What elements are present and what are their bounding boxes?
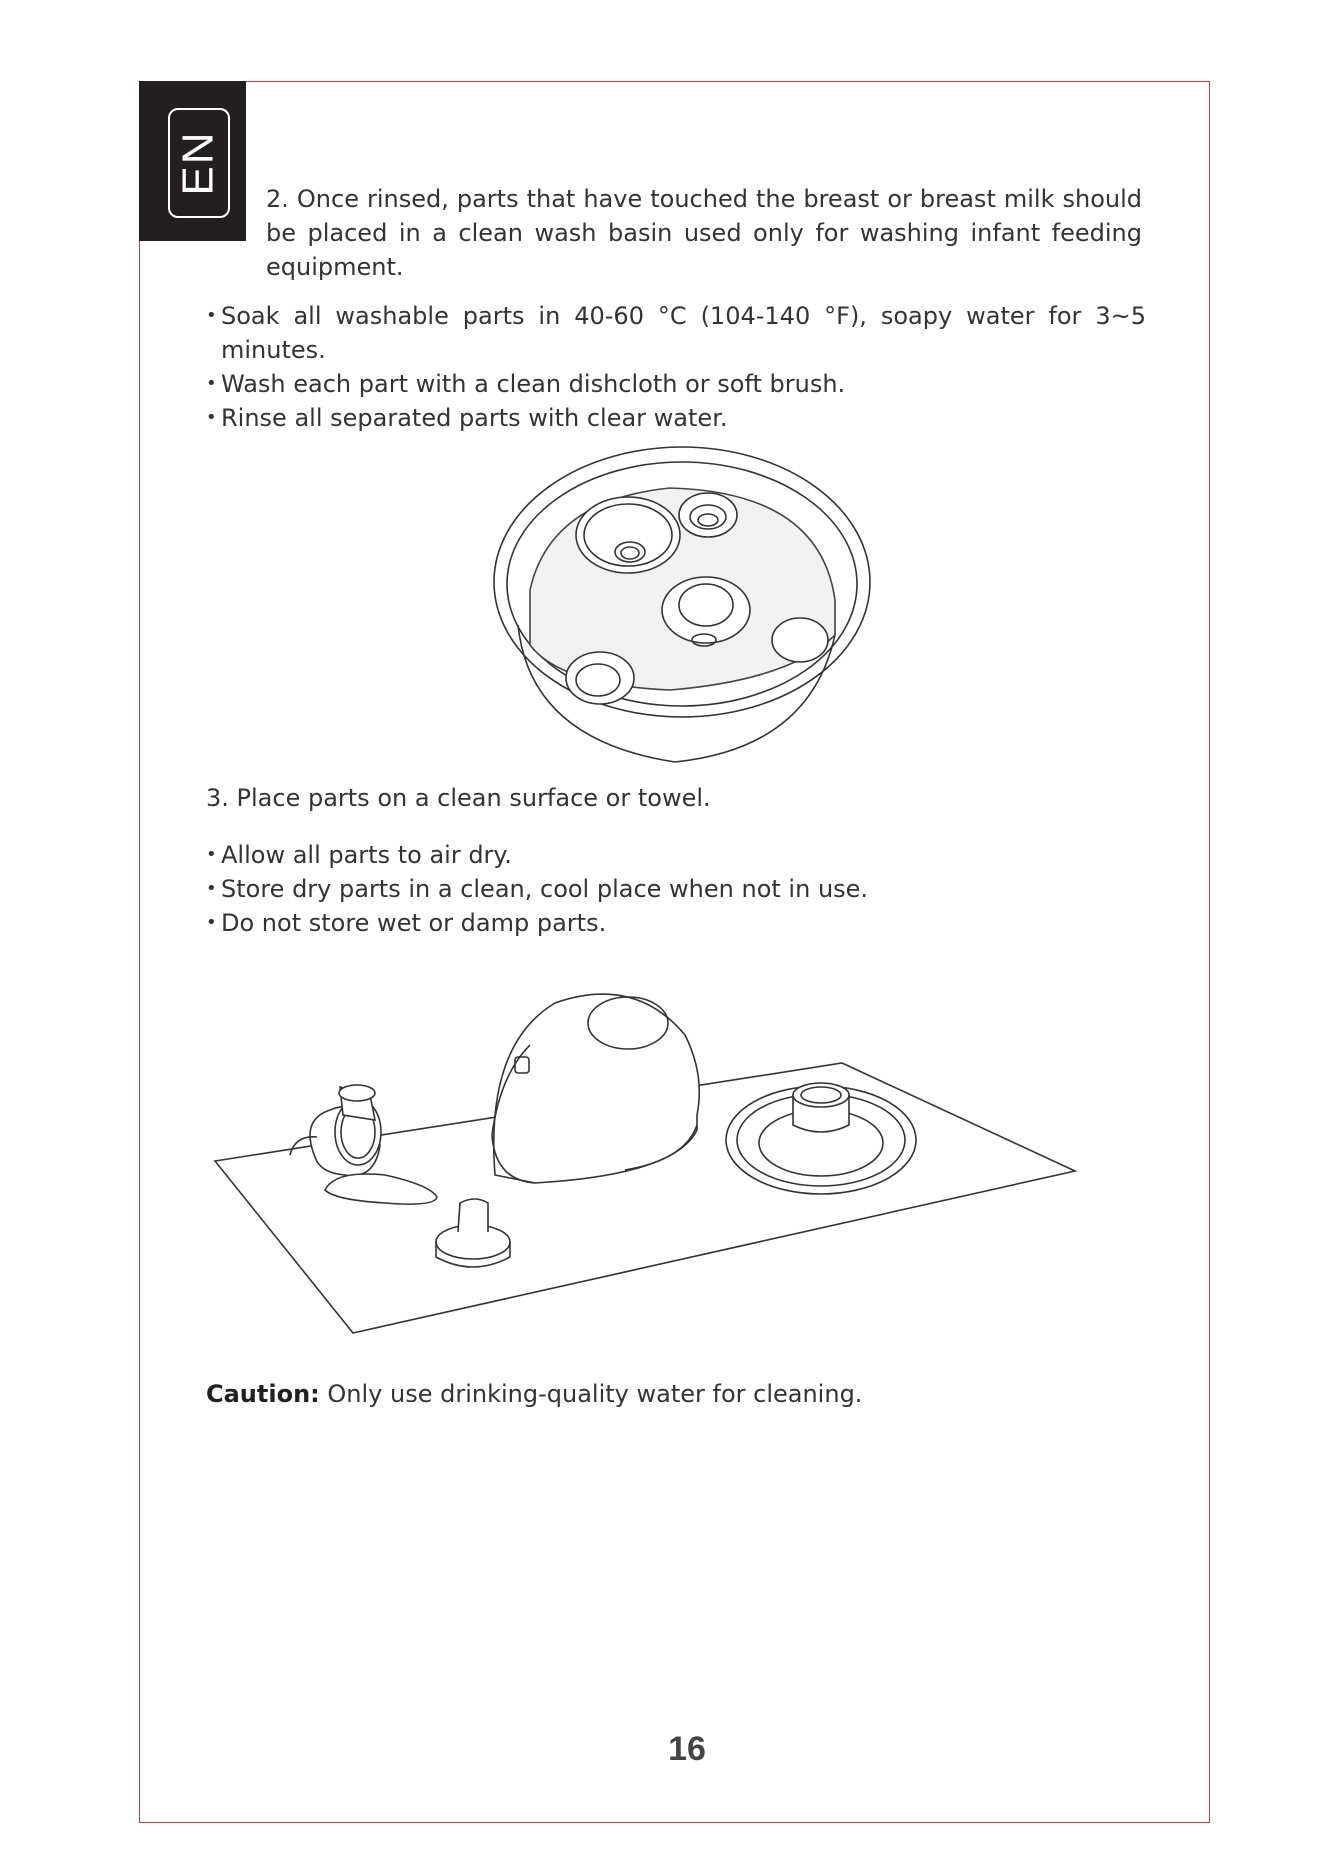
page-number: 16	[668, 1730, 706, 1768]
step-2-text: 2. Once rinsed, parts that have touched the breast or breast milk should be placed in a clean wash basin used only for washing infant feeding equipment.	[266, 185, 1142, 281]
list-item: • Store dry parts in a clean, cool place when not in use.	[206, 872, 1106, 906]
wash-bullet-list	[206, 299, 1146, 435]
caution-label: Caution:	[206, 1380, 320, 1408]
drying-parts-illustration	[205, 985, 1085, 1340]
list-item: • Rinse all separated parts with clear water.	[206, 401, 1146, 435]
list-item: • Soak all washable parts in 40-60 °C (104-140 °F), soapy water for 3~5 minutes.	[206, 299, 1146, 367]
language-badge	[168, 108, 230, 218]
list-item: • Wash each part with a clean dishcloth or soft brush.	[206, 367, 1146, 401]
list-item: • Do not store wet or damp parts.	[206, 906, 1106, 940]
list-item: • Allow all parts to air dry.	[206, 838, 1106, 872]
step-3-text: 3. Place parts on a clean surface or towel.	[206, 784, 711, 812]
language-tab	[139, 81, 246, 241]
caution-note	[206, 1377, 1106, 1411]
dry-bullet-list	[206, 838, 1106, 940]
caution-text: Only use drinking-quality water for cleaning.	[327, 1380, 863, 1408]
language-label: EN	[174, 130, 223, 196]
wash-basin-illustration	[490, 440, 875, 770]
